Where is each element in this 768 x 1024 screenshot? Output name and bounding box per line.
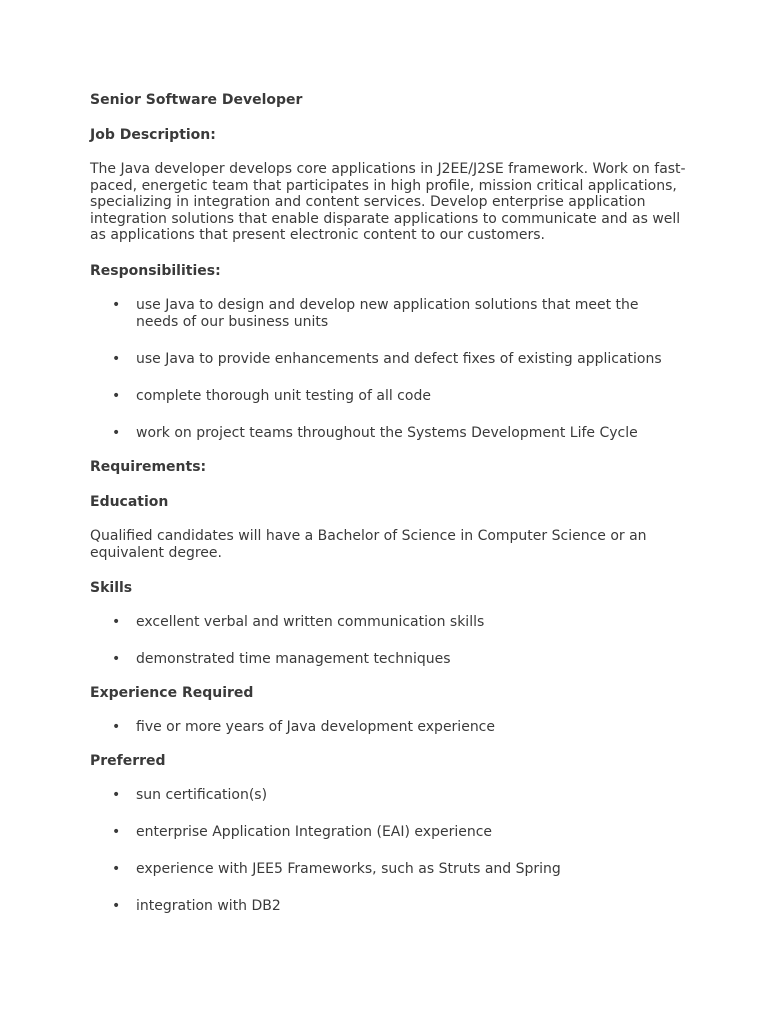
bullet-icon: • bbox=[112, 424, 121, 441]
bullet-icon: • bbox=[112, 898, 121, 915]
list-item-text: experience with JEE5 Frameworks, such as Struts and Spring bbox=[136, 861, 561, 878]
document-page bbox=[90, 91, 690, 931]
job-description-text: The Java developer develops core applications in J2EE/J2SE framework. Work on fast-paced, energetic team that participates in high profile, mission critical applications, specializing in integration and content services. Develop enterprise application integration solutions that enable disparate applications to communicate and as well as applications that present electronic content to our customers. bbox=[90, 161, 686, 244]
skills-heading: Skills bbox=[90, 580, 133, 597]
bullet-icon: • bbox=[112, 296, 121, 313]
bullet-icon: • bbox=[112, 350, 121, 367]
bullet-icon: • bbox=[112, 787, 121, 804]
bullet-icon: • bbox=[112, 387, 121, 404]
requirements-heading: Requirements: bbox=[90, 458, 207, 475]
list-item-text: sun certification(s) bbox=[136, 787, 268, 804]
responsibilities-heading: Responsibilities: bbox=[90, 262, 221, 279]
education-text: Qualified candidates will have a Bachelor of Science in Computer Science or an equivalent degree. bbox=[90, 527, 647, 561]
list-item bbox=[90, 861, 682, 878]
list-item bbox=[90, 787, 682, 804]
preferred-heading: Preferred bbox=[90, 753, 166, 770]
bullet-icon: • bbox=[112, 824, 121, 841]
preferred-list bbox=[90, 787, 690, 915]
list-item bbox=[90, 614, 682, 631]
list-item bbox=[90, 351, 682, 368]
responsibilities-list bbox=[90, 297, 690, 442]
list-item bbox=[90, 824, 682, 841]
skills-list bbox=[90, 614, 690, 668]
job-description-heading: Job Description: bbox=[90, 127, 216, 143]
list-item-text: excellent verbal and written communication skills bbox=[136, 614, 485, 631]
list-item bbox=[90, 719, 682, 736]
education-heading: Education bbox=[90, 493, 169, 510]
experience-list bbox=[90, 719, 690, 736]
list-item-text: five or more years of Java development experience bbox=[136, 719, 495, 736]
list-item bbox=[90, 297, 682, 331]
document-title: Senior Software Developer bbox=[90, 92, 303, 108]
list-item-text: demonstrated time management techniques bbox=[136, 651, 451, 668]
list-item-text: enterprise Application Integration (EAI) experience bbox=[136, 824, 493, 841]
bullet-icon: • bbox=[112, 651, 121, 668]
list-item bbox=[90, 425, 682, 442]
list-item bbox=[90, 898, 682, 915]
bullet-icon: • bbox=[112, 719, 121, 736]
list-item bbox=[90, 651, 682, 668]
bullet-icon: • bbox=[112, 861, 121, 878]
list-item-text: integration with DB2 bbox=[136, 898, 281, 915]
list-item-text: use Java to provide enhancements and defect fixes of existing applications bbox=[136, 350, 662, 367]
bullet-icon: • bbox=[112, 614, 121, 631]
list-item-text: use Java to design and develop new application solutions that meet the needs of our business units bbox=[136, 296, 639, 330]
list-item-text: work on project teams throughout the Systems Development Life Cycle bbox=[136, 424, 638, 441]
list-item-text: complete thorough unit testing of all code bbox=[136, 387, 431, 404]
experience-heading: Experience Required bbox=[90, 685, 254, 702]
list-item bbox=[90, 388, 682, 405]
